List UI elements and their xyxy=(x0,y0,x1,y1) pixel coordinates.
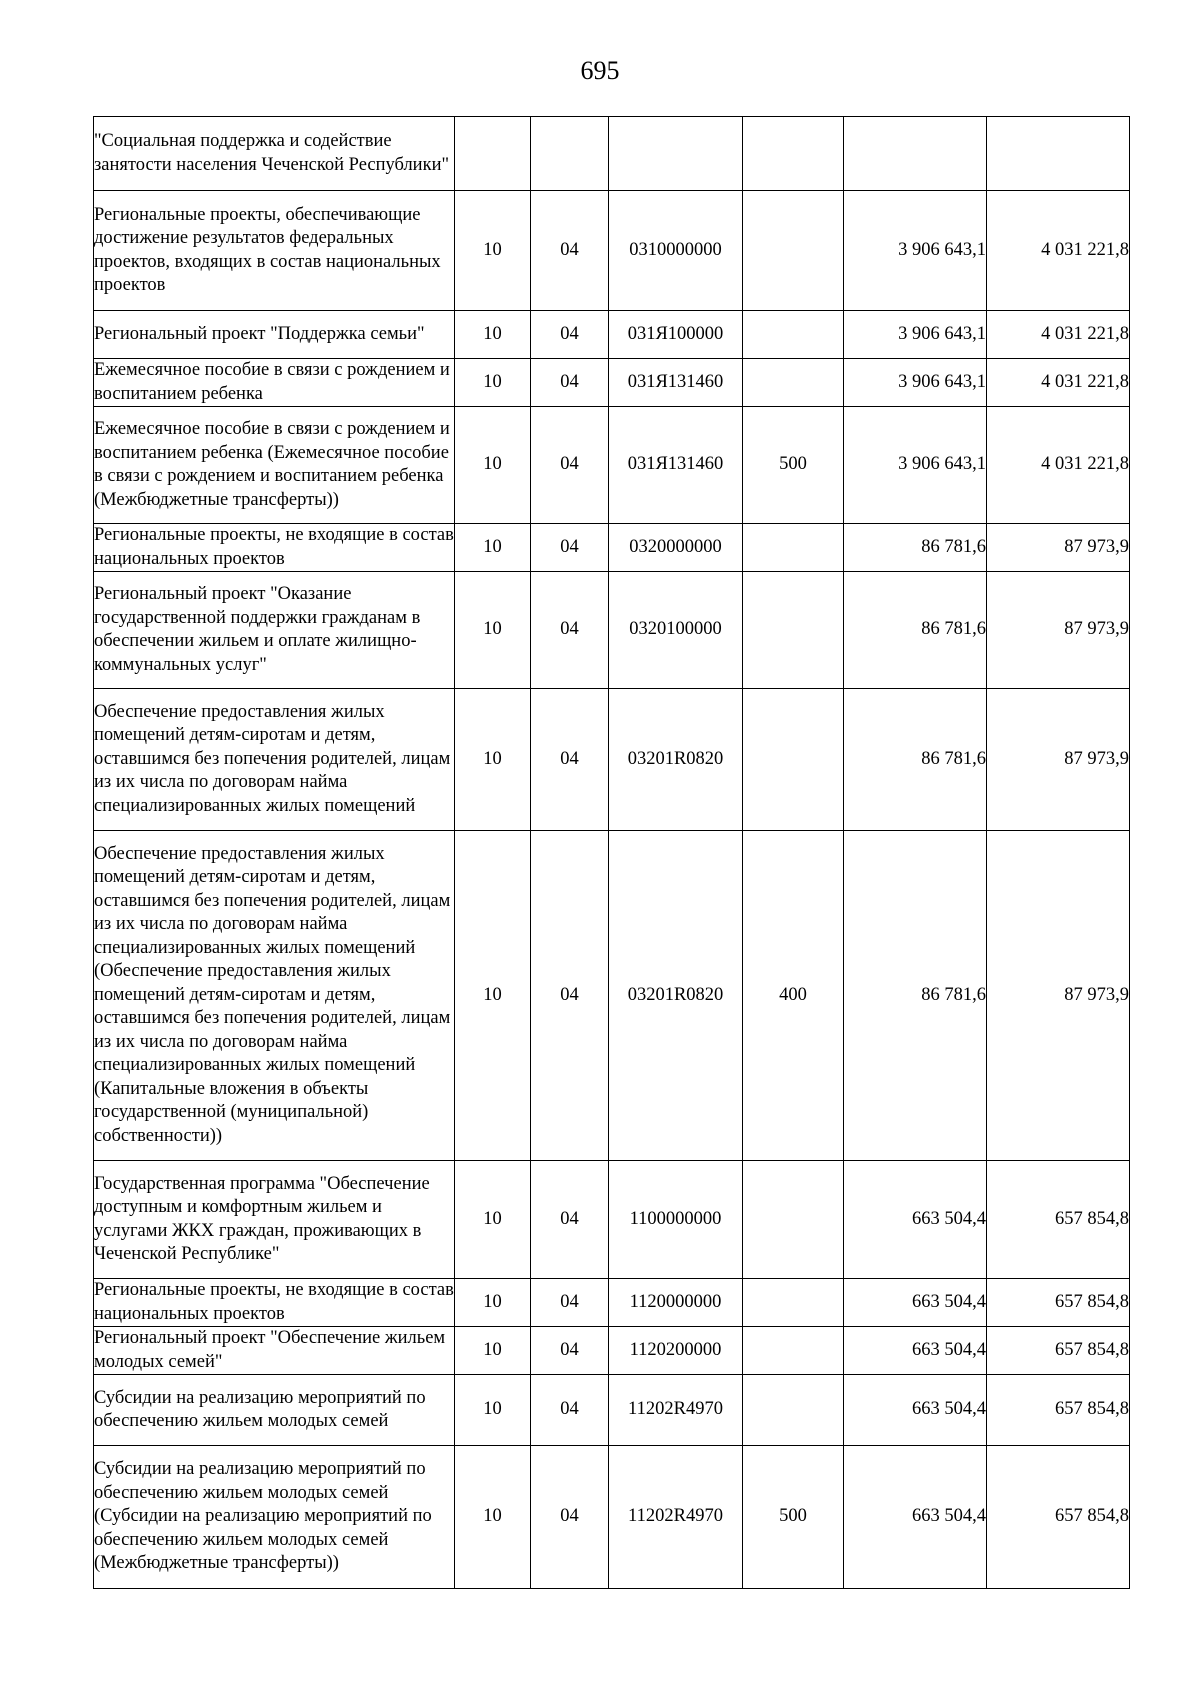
row-subsection-cell: 04 xyxy=(531,1446,609,1589)
table-row xyxy=(94,311,1130,359)
table-row xyxy=(94,1446,1130,1589)
row-name-cell: Ежемесячное пособие в связи с рождением и воспитанием ребенка (Ежемесячное пособие в связи с рождением и воспитанием ребенка (Межбюджетные трансферты)) xyxy=(94,407,455,524)
row-amount-year1-cell: 86 781,6 xyxy=(844,689,987,831)
row-amount-year2-cell: 87 973,9 xyxy=(987,689,1130,831)
row-section-cell: 10 xyxy=(455,831,531,1161)
row-target-code-cell: 03201R0820 xyxy=(609,831,743,1161)
row-name-cell: Региональный проект "Обеспечение жильем молодых семей" xyxy=(94,1327,455,1375)
row-target-code-cell: 11202R4970 xyxy=(609,1375,743,1446)
row-name-cell: Субсидии на реализацию мероприятий по обеспечению жильем молодых семей xyxy=(94,1375,455,1446)
budget-table xyxy=(93,116,1130,1589)
row-expense-type-cell xyxy=(743,1161,844,1279)
row-name-cell: Обеспечение предоставления жилых помещений детям-сиротам и детям, оставшимся без попечения родителей, лицам из их числа по договорам найма специализированных жилых помещений xyxy=(94,689,455,831)
row-amount-year2-cell: 657 854,8 xyxy=(987,1161,1130,1279)
row-target-code-cell: 03201R0820 xyxy=(609,689,743,831)
row-expense-type-cell xyxy=(743,689,844,831)
row-section-cell: 10 xyxy=(455,359,531,407)
row-name-cell: Региональные проекты, не входящие в состав национальных проектов xyxy=(94,524,455,572)
table-row xyxy=(94,689,1130,831)
row-expense-type-cell xyxy=(743,572,844,689)
row-target-code-cell: 0320100000 xyxy=(609,572,743,689)
row-target-code-cell: 0310000000 xyxy=(609,191,743,311)
row-target-code-cell: 0320000000 xyxy=(609,524,743,572)
row-amount-year1-cell: 86 781,6 xyxy=(844,831,987,1161)
row-expense-type-cell xyxy=(743,1279,844,1327)
row-amount-year1-cell xyxy=(844,117,987,191)
row-amount-year1-cell: 663 504,4 xyxy=(844,1446,987,1589)
row-name-cell: Обеспечение предоставления жилых помещений детям-сиротам и детям, оставшимся без попечения родителей, лицам из их числа по договорам найма специализированных жилых помещений (Обеспечение предоставления жилых помещений детям-сиротам и детям, оставшимся без попечения родителей, лицам из их числа по договорам найма специализированных жилых помещений (Капитальные вложения в объекты государственной (муниципальной) собственности)) xyxy=(94,831,455,1161)
row-section-cell: 10 xyxy=(455,407,531,524)
row-amount-year1-cell: 663 504,4 xyxy=(844,1375,987,1446)
row-amount-year2-cell xyxy=(987,117,1130,191)
row-name-cell: Ежемесячное пособие в связи с рождением и воспитанием ребенка xyxy=(94,359,455,407)
table-row xyxy=(94,1327,1130,1375)
table-row xyxy=(94,1375,1130,1446)
row-subsection-cell: 04 xyxy=(531,1161,609,1279)
row-amount-year2-cell: 4 031 221,8 xyxy=(987,311,1130,359)
row-amount-year2-cell: 87 973,9 xyxy=(987,572,1130,689)
row-expense-type-cell: 400 xyxy=(743,831,844,1161)
row-subsection-cell: 04 xyxy=(531,407,609,524)
row-name-cell: Региональный проект "Оказание государственной поддержки гражданам в обеспечении жильем и оплате жилищно-коммунальных услуг" xyxy=(94,572,455,689)
row-amount-year2-cell: 4 031 221,8 xyxy=(987,407,1130,524)
row-amount-year1-cell: 86 781,6 xyxy=(844,572,987,689)
row-amount-year1-cell: 663 504,4 xyxy=(844,1161,987,1279)
row-section-cell: 10 xyxy=(455,524,531,572)
row-target-code-cell: 031Я131460 xyxy=(609,359,743,407)
table-row xyxy=(94,407,1130,524)
row-expense-type-cell xyxy=(743,311,844,359)
row-subsection-cell: 04 xyxy=(531,1327,609,1375)
row-section-cell xyxy=(455,117,531,191)
row-section-cell: 10 xyxy=(455,1279,531,1327)
row-expense-type-cell xyxy=(743,359,844,407)
row-subsection-cell: 04 xyxy=(531,1375,609,1446)
row-amount-year2-cell: 657 854,8 xyxy=(987,1375,1130,1446)
row-amount-year1-cell: 3 906 643,1 xyxy=(844,359,987,407)
row-subsection-cell: 04 xyxy=(531,311,609,359)
row-expense-type-cell: 500 xyxy=(743,407,844,524)
row-section-cell: 10 xyxy=(455,311,531,359)
row-expense-type-cell xyxy=(743,1327,844,1375)
row-target-code-cell: 1120200000 xyxy=(609,1327,743,1375)
row-subsection-cell xyxy=(531,117,609,191)
row-section-cell: 10 xyxy=(455,1327,531,1375)
row-subsection-cell: 04 xyxy=(531,1279,609,1327)
row-amount-year2-cell: 657 854,8 xyxy=(987,1279,1130,1327)
row-amount-year1-cell: 3 906 643,1 xyxy=(844,311,987,359)
row-subsection-cell: 04 xyxy=(531,524,609,572)
table-row xyxy=(94,1279,1130,1327)
row-subsection-cell: 04 xyxy=(531,572,609,689)
table-row xyxy=(94,831,1130,1161)
row-expense-type-cell xyxy=(743,117,844,191)
row-name-cell: Региональный проект "Поддержка семьи" xyxy=(94,311,455,359)
row-name-cell: Региональные проекты, обеспечивающие достижение результатов федеральных проектов, входящих в состав национальных проектов xyxy=(94,191,455,311)
row-section-cell: 10 xyxy=(455,1446,531,1589)
page-number: 695 xyxy=(580,56,620,85)
row-name-cell: Субсидии на реализацию мероприятий по обеспечению жильем молодых семей (Субсидии на реализацию мероприятий по обеспечению жильем молодых семей (Межбюджетные трансферты)) xyxy=(94,1446,455,1589)
row-amount-year2-cell: 87 973,9 xyxy=(987,831,1130,1161)
row-subsection-cell: 04 xyxy=(531,831,609,1161)
row-amount-year2-cell: 87 973,9 xyxy=(987,524,1130,572)
table-body xyxy=(94,117,1130,1589)
row-section-cell: 10 xyxy=(455,191,531,311)
table-row xyxy=(94,1161,1130,1279)
row-subsection-cell: 04 xyxy=(531,689,609,831)
row-target-code-cell: 031Я100000 xyxy=(609,311,743,359)
row-name-cell: Региональные проекты, не входящие в состав национальных проектов xyxy=(94,1279,455,1327)
row-section-cell: 10 xyxy=(455,572,531,689)
row-name-cell: Государственная программа "Обеспечение доступным и комфортным жильем и услугами ЖКХ граждан, проживающих в Чеченской Республике" xyxy=(94,1161,455,1279)
row-subsection-cell: 04 xyxy=(531,359,609,407)
table-row xyxy=(94,359,1130,407)
row-section-cell: 10 xyxy=(455,1161,531,1279)
row-expense-type-cell xyxy=(743,1375,844,1446)
row-amount-year2-cell: 657 854,8 xyxy=(987,1327,1130,1375)
row-target-code-cell: 11202R4970 xyxy=(609,1446,743,1589)
row-target-code-cell xyxy=(609,117,743,191)
table-row xyxy=(94,191,1130,311)
row-amount-year1-cell: 3 906 643,1 xyxy=(844,407,987,524)
row-section-cell: 10 xyxy=(455,689,531,831)
row-amount-year1-cell: 663 504,4 xyxy=(844,1327,987,1375)
row-target-code-cell: 031Я131460 xyxy=(609,407,743,524)
row-amount-year2-cell: 4 031 221,8 xyxy=(987,359,1130,407)
row-target-code-cell: 1120000000 xyxy=(609,1279,743,1327)
row-subsection-cell: 04 xyxy=(531,191,609,311)
row-section-cell: 10 xyxy=(455,1375,531,1446)
row-expense-type-cell xyxy=(743,191,844,311)
table-row xyxy=(94,572,1130,689)
row-amount-year1-cell: 86 781,6 xyxy=(844,524,987,572)
row-amount-year1-cell: 663 504,4 xyxy=(844,1279,987,1327)
table-row xyxy=(94,524,1130,572)
row-target-code-cell: 1100000000 xyxy=(609,1161,743,1279)
row-name-cell: "Социальная поддержка и содействие занятости населения Чеченской Республики" xyxy=(94,117,455,191)
row-amount-year2-cell: 657 854,8 xyxy=(987,1446,1130,1589)
table-row xyxy=(94,117,1130,191)
row-expense-type-cell xyxy=(743,524,844,572)
row-amount-year1-cell: 3 906 643,1 xyxy=(844,191,987,311)
row-expense-type-cell: 500 xyxy=(743,1446,844,1589)
row-amount-year2-cell: 4 031 221,8 xyxy=(987,191,1130,311)
